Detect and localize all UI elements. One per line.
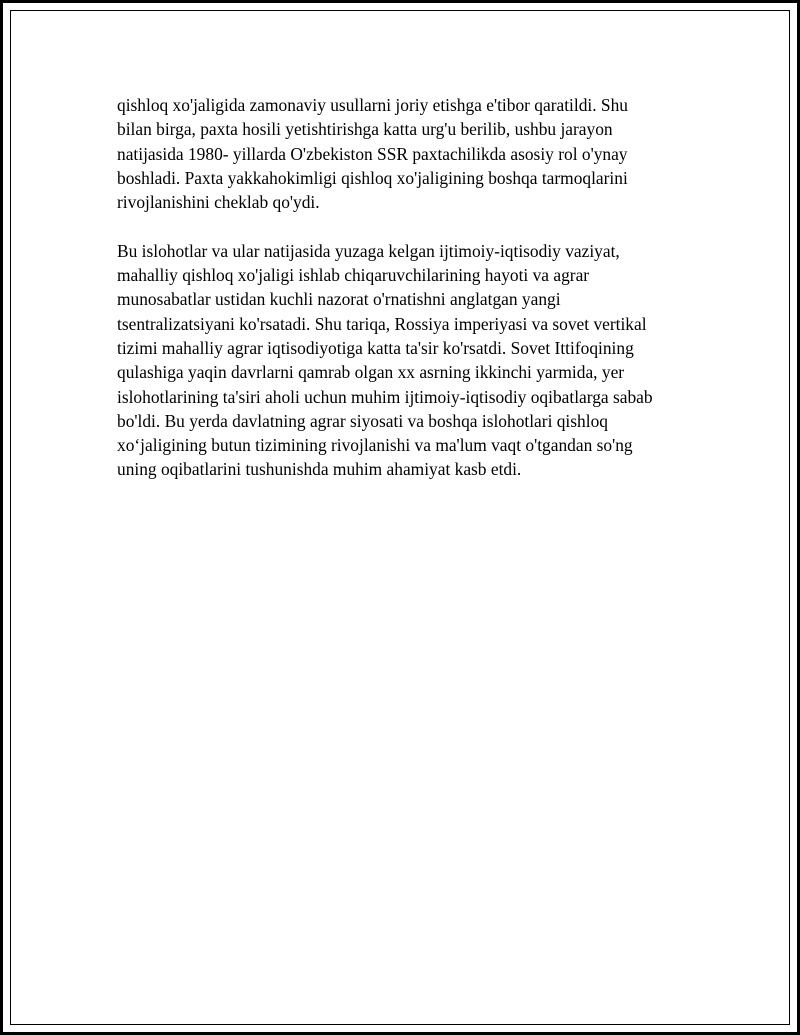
paragraph-line: qulashiga yaqin davrlarni qamrab olgan xx asrning ikkinchi yarmida, yer: [117, 362, 625, 383]
paragraph-line: tsentralizatsiyani ko'rsatadi. Shu tariqa, Rossiya imperiyasi va sovet vertikal: [117, 313, 647, 334]
paragraph-line: boshladi. Paxta yakkahokimligi qishloq xo'jaligining boshqa tarmoqlarini: [117, 167, 628, 188]
paragraph-line: bo'ldi. Bu yerda davlatning agrar siyosati va boshqa islohotlari qishloq: [117, 410, 608, 431]
paragraph-1: [117, 93, 692, 214]
paragraph-line: xo‘jaligining butun tizimining rivojlanishi va ma'lum vaqt o'tgandan so'ng: [117, 435, 633, 456]
document-body: [117, 93, 692, 482]
paragraph-line: rivojlanishini cheklab qo'ydi.: [117, 192, 320, 213]
paragraph-line: bilan birga, paxta hosili yetishtirishga katta urg'u berilib, ushbu jarayon: [117, 119, 613, 140]
paragraph-2: [117, 239, 692, 482]
paragraph-line: Bu islohotlar va ular natijasida yuzaga kelgan ijtimoiy-iqtisodiy vaziyat,: [117, 240, 620, 261]
paragraph-line: mahalliy qishloq xo'jaligi ishlab chiqaruvchilarining hayoti va agrar: [117, 265, 590, 286]
paragraph-line: qishloq xo'jaligida zamonaviy usullarni joriy etishga e'tibor qaratildi. Shu: [117, 95, 628, 115]
paragraph-line: tizimi mahalliy agrar iqtisodiyotiga katta ta'sir ko'rsatdi. Sovet Ittifoqining: [117, 337, 634, 358]
paragraph-line: munosabatlar ustidan kuchli nazorat o'rnatishni anglatgan yangi: [117, 289, 561, 310]
paragraph-line: natijasida 1980- yillarda O'zbekiston SSR paxtachilikda asosiy rol o'ynay: [117, 143, 628, 164]
paragraph-line: uning oqibatlarini tushunishda muhim ahamiyat kasb etdi.: [117, 459, 522, 480]
paragraph-line: islohotlarining ta'siri aholi uchun muhim ijtimoiy-iqtisodiy oqibatlarga sabab: [117, 386, 653, 407]
